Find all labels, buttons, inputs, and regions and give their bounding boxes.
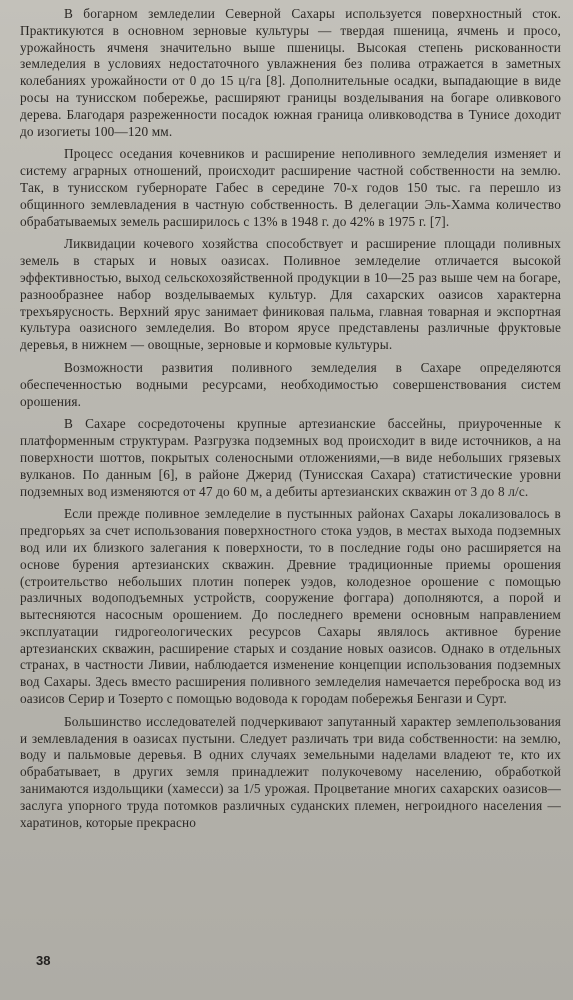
body-text (20, 6, 561, 831)
paragraph-irrigation-history: Если прежде поливное земледелие в пустынных районах Сахары локализовалось в предгорьях за счет использования поверхностного стока уэдов, в местах выхода подземных вод или их близкого залегания к поверхности, то в последние годы оно расширяется на основе бурения артезианских скважин. Древние традиционные приемы орошения (строительство небольших плотин поперек уэдов, колодезное орошение с помощью различных водоподъемных устройств, сооружение фоггара) дополняются, а порой и вытесняются насосным орошением. До последнего времени основным направлением эксплуатации гидрогеологических ресурсов Сахары являлось активное бурение артезианских скважин, расширение старых и создание новых оазисов. Однако в отдельных странах, в частности Ливии, наблюдается изменение концепции использования подземных вод Сахары. Здесь вместо расширения поливного земледелия намечается переброска вод из оазисов Серир и Тозерто с помощью водовода к городам побережья Бенгази и Сурт. (20, 506, 561, 707)
page-number: 38 (36, 953, 51, 968)
paragraph-artesian-basins: В Сахаре сосредоточены крупные артезианские бассейны, приуроченные к платформенным структурам. Разгрузка подземных вод происходит в виде источников, а на поверхности шоттов, покрытых соленосными отложениями,—в виде небольших грязевых вулканов. По данным [6], в районе Джерид (Тунисская Сахара) статистические уровни подземных вод изменяются от 47 до 60 м, а дебиты артезианских скважин от 3 до 8 л/с. (20, 416, 561, 499)
paragraph-irrigated-lands: Ликвидации кочевого хозяйства способствует и расширение площади поливных земель в старых и новых оазисах. Поливное земледелие отличается высокой эффективностью, выход сельскохозяйственной продукции в 10—25 раз выше чем на богаре, разнообразнее набор возделываемых культур. Для сахарских оазисов характерна трехъярусность. Верхний ярус занимает финиковая пальма, главная товарная и экспортная культура оазисного земледелия. Во втором ярусе представлены различные фруктовые деревья, в нижнем — овощные, зерновые и кормовые культуры. (20, 236, 561, 353)
paragraph-dry-farming: В богарном земледелии Северной Сахары используется поверхностный сток. Практикуются в основном зерновые культуры — твердая пшеница, ячмень и просо, урожайность ячменя значительно выше пшеницы. Высокая степень рискованности земледелия в условиях недостаточного увлажнения без полива отражается в заметных колебаниях урожайности от 0 до 15 ц/га [8]. Дополнительные осадки, выпадающие в виде росы на тунисском побережье, расширяют границы возделывания на богаре оливкового дерева. Благодаря разреженности посадок южная граница оливководства в Тунисе доходит до изогиеты 100—120 мм. (20, 6, 561, 139)
paragraph-nomad-settlement: Процесс оседания кочевников и расширение неполивного земледелия изменяет и систему аграрных отношений, происходит расширение частной собственности на землю. Так, в тунисском губернорате Габес в середине 70-х годов 150 тыс. га перешло из общинного землевладения в частную собственность. В делегации Эль-Хамма количество обрабатываемых земель расширилось с 13% в 1948 г. до 42% в 1975 г. [7]. (20, 146, 561, 229)
paragraph-land-ownership: Большинство исследователей подчеркивают запутанный характер землепользования и землевладения в оазисах пустыни. Следует различать три вида собственности: на землю, воду и пальмовые деревья. В одних случаях земельными наделами владеют те, кто их обрабатывает, в других земля принадлежит полукочевому населению, обработкой занимаются издольщики (хамесси) за 1/5 урожая. Процветание многих сахарских оазисов—заслуга упорного труда потомков различных суданских племен, негроидного населения — харатинов, которые прекрасно (20, 713, 561, 830)
paragraph-water-resources: Возможности развития поливного земледелия в Сахаре определяются обеспеченностью водными ресурсами, необходимостью совершенствования систем орошения. (20, 359, 561, 409)
